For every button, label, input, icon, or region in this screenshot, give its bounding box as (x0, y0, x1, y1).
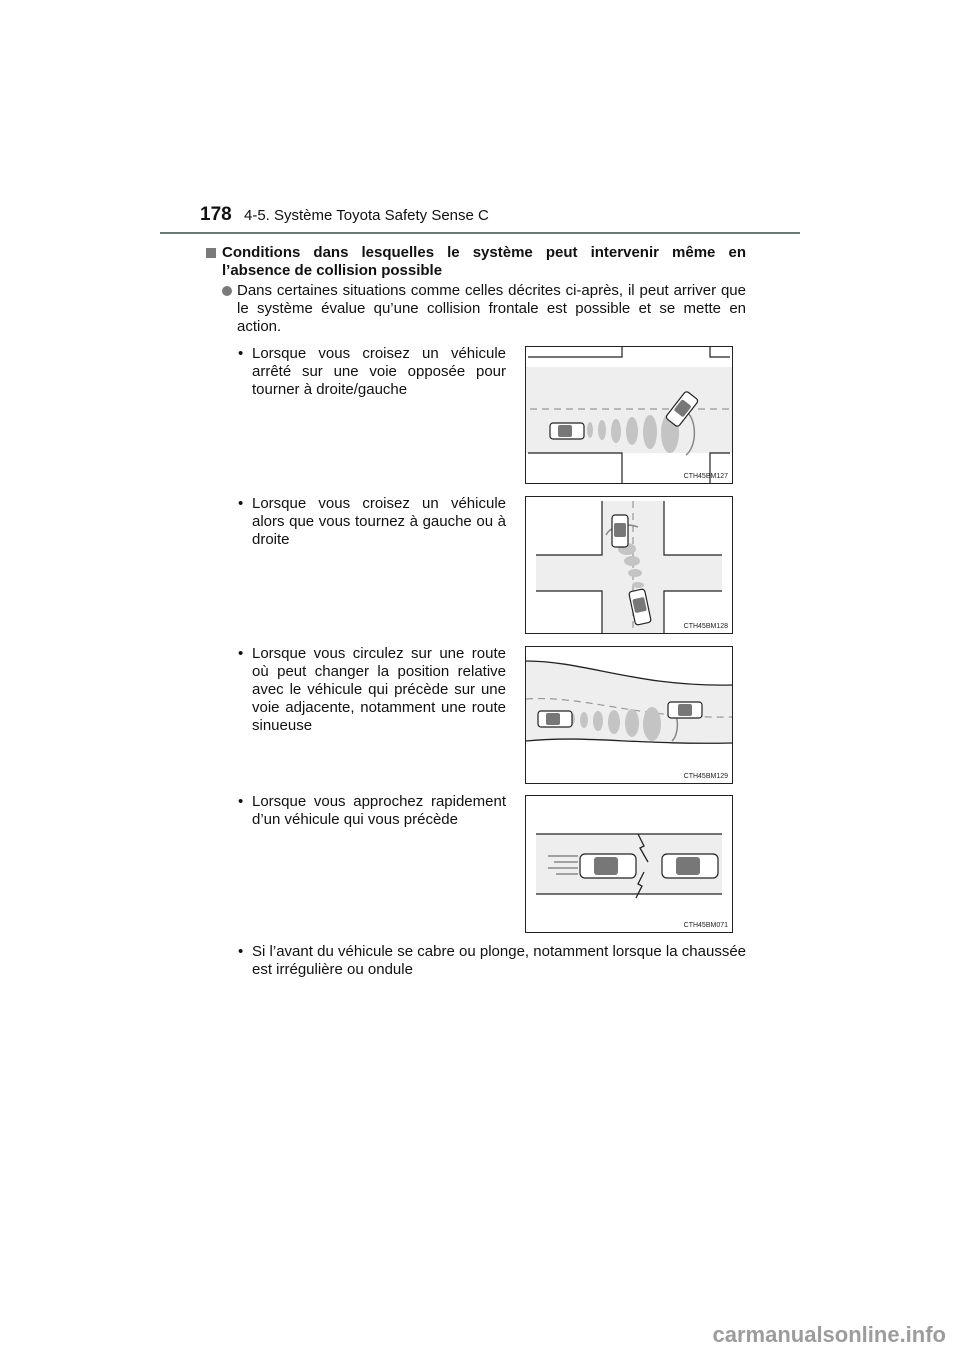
intro-paragraph (222, 282, 746, 336)
bullet-item-turning (238, 495, 506, 549)
figure-code: CTH45BM129 (683, 773, 728, 780)
crossroad-illustration (526, 497, 732, 633)
figure-turning-vehicle (525, 496, 733, 634)
bullet-item-opposite-lane (238, 345, 506, 399)
bullet-mark: • (238, 943, 244, 960)
square-bullet-icon (206, 248, 216, 258)
bullet-item-uneven-road (238, 943, 746, 979)
section-title: 4-5. Système Toyota Safety Sense C (244, 207, 489, 224)
figure-code: CTH45BM071 (683, 922, 728, 929)
figure-oncoming-turning-vehicle (525, 346, 733, 484)
bullet-mark: • (238, 495, 244, 512)
watermark: carmanualsonline.info (712, 1322, 946, 1347)
bullet-text: Lorsque vous approchez rapidement d’un véhicule qui vous précède (252, 793, 506, 828)
figure-code: CTH45BM128 (683, 623, 728, 630)
rapid-approach-illustration (526, 796, 732, 932)
figure-code: CTH45BM127 (683, 473, 728, 480)
figure-curved-road (525, 646, 733, 784)
curved-road-illustration (526, 647, 732, 783)
page-number: 178 (200, 204, 232, 225)
bullet-item-curved-road (238, 645, 506, 735)
condition-heading (206, 244, 746, 280)
bullet-text: Lorsque vous circulez sur une route où peut changer la position relative avec le véhicule qui précède sur une voie adjacente, notamment une route sinueuse (252, 645, 506, 734)
intersection-illustration (526, 347, 732, 483)
condition-heading-text: Conditions dans lesquelles le système peut intervenir même en l’absence de collision possible (222, 244, 746, 279)
bullet-mark: • (238, 793, 244, 810)
bullet-text: Lorsque vous croisez un véhicule arrêté sur une voie opposée pour tourner à droite/gauche (252, 345, 506, 398)
intro-text: Dans certaines situations comme celles décrites ci-après, il peut arriver que le système évalue qu’une collision frontale est possible et se mette en action. (237, 282, 746, 335)
bullet-text: Si l’avant du véhicule se cabre ou plonge, notamment lorsque la chaussée est irrégulière ou ondule (252, 943, 746, 978)
bullet-item-rapid-approach (238, 793, 506, 829)
bullet-mark: • (238, 645, 244, 662)
circle-bullet-icon (222, 286, 232, 296)
header-divider (160, 232, 800, 234)
bullet-text: Lorsque vous croisez un véhicule alors que vous tournez à gauche ou à droite (252, 495, 506, 548)
bullet-mark: • (238, 345, 244, 362)
figure-rapid-approach (525, 795, 733, 933)
